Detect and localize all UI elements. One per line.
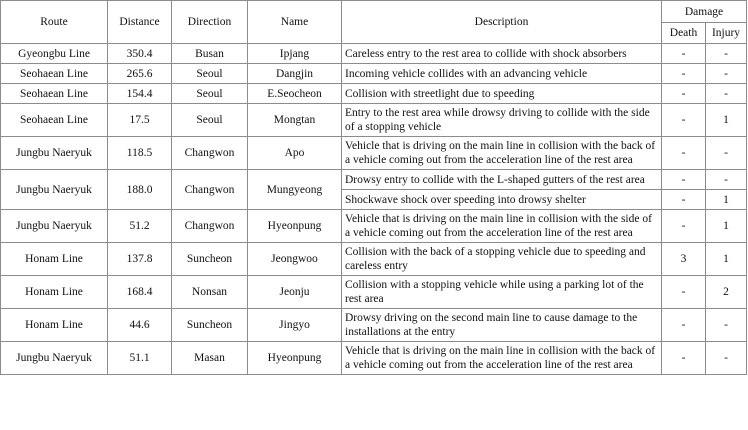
cell-direction: Seoul xyxy=(172,64,248,84)
cell-distance: 118.5 xyxy=(108,137,172,170)
cell-description: Drowsy driving on the second main line to cause damage to the installations at the entry xyxy=(342,309,662,342)
cell-route: Seohaean Line xyxy=(1,84,108,104)
cell-death: 3 xyxy=(662,243,706,276)
cell-injury: - xyxy=(706,84,747,104)
cell-distance: 350.4 xyxy=(108,44,172,64)
cell-route: Seohaean Line xyxy=(1,64,108,84)
cell-death: - xyxy=(662,104,706,137)
cell-description: Shockwave shock over speeding into drowsy shelter xyxy=(342,190,662,210)
cell-name: Dangjin xyxy=(248,64,342,84)
cell-name: Jeonju xyxy=(248,276,342,309)
header-damage: Damage xyxy=(662,1,747,23)
cell-name: Ipjang xyxy=(248,44,342,64)
cell-distance: 265.6 xyxy=(108,64,172,84)
cell-distance: 51.2 xyxy=(108,210,172,243)
cell-name: Jeongwoo xyxy=(248,243,342,276)
table-row xyxy=(1,170,747,190)
table-row xyxy=(1,276,747,309)
cell-direction: Suncheon xyxy=(172,309,248,342)
cell-distance: 137.8 xyxy=(108,243,172,276)
cell-injury: - xyxy=(706,137,747,170)
cell-description: Collision with streetlight due to speeding xyxy=(342,84,662,104)
cell-name: E.Seocheon xyxy=(248,84,342,104)
header-death: Death xyxy=(662,23,706,44)
cell-death: - xyxy=(662,84,706,104)
cell-name: Apo xyxy=(248,137,342,170)
cell-death: - xyxy=(662,190,706,210)
cell-route: Jungbu Naeryuk xyxy=(1,210,108,243)
cell-injury: - xyxy=(706,309,747,342)
cell-distance: 44.6 xyxy=(108,309,172,342)
cell-direction: Seoul xyxy=(172,104,248,137)
cell-death: - xyxy=(662,276,706,309)
cell-injury: - xyxy=(706,64,747,84)
cell-route: Honam Line xyxy=(1,276,108,309)
cell-route: Seohaean Line xyxy=(1,104,108,137)
cell-direction: Changwon xyxy=(172,137,248,170)
cell-direction: Masan xyxy=(172,342,248,375)
cell-injury: 1 xyxy=(706,243,747,276)
cell-direction: Changwon xyxy=(172,170,248,210)
cell-description: Vehicle that is driving on the main line in collision with the back of a vehicle coming out from the acceleration line of the rest area xyxy=(342,342,662,375)
cell-death: - xyxy=(662,210,706,243)
table-row xyxy=(1,44,747,64)
cell-description: Vehicle that is driving on the main line in collision with the back of a vehicle coming out from the acceleration line of the rest area xyxy=(342,137,662,170)
cell-name: Jingyo xyxy=(248,309,342,342)
cell-description: Entry to the rest area while drowsy driving to collide with the side of a stopping vehicle xyxy=(342,104,662,137)
cell-route: Gyeongbu Line xyxy=(1,44,108,64)
cell-death: - xyxy=(662,309,706,342)
cell-route: Honam Line xyxy=(1,243,108,276)
header-row xyxy=(1,1,747,23)
cell-injury: - xyxy=(706,44,747,64)
cell-name: Hyeonpung xyxy=(248,342,342,375)
cell-route: Jungbu Naeryuk xyxy=(1,170,108,210)
cell-name: Mongtan xyxy=(248,104,342,137)
table-row xyxy=(1,104,747,137)
cell-injury: 1 xyxy=(706,104,747,137)
cell-name: Mungyeong xyxy=(248,170,342,210)
cell-injury: 2 xyxy=(706,276,747,309)
cell-distance: 188.0 xyxy=(108,170,172,210)
cell-distance: 168.4 xyxy=(108,276,172,309)
cell-death: - xyxy=(662,64,706,84)
cell-description: Incoming vehicle collides with an advancing vehicle xyxy=(342,64,662,84)
header-distance: Distance xyxy=(108,1,172,44)
table-row xyxy=(1,342,747,375)
cell-route: Honam Line xyxy=(1,309,108,342)
table-row xyxy=(1,64,747,84)
cell-direction: Changwon xyxy=(172,210,248,243)
cell-direction: Nonsan xyxy=(172,276,248,309)
cell-distance: 51.1 xyxy=(108,342,172,375)
cell-death: - xyxy=(662,44,706,64)
header-description: Description xyxy=(342,1,662,44)
cell-death: - xyxy=(662,342,706,375)
cell-description: Collision with the back of a stopping vehicle due to speeding and careless entry xyxy=(342,243,662,276)
cell-injury: 1 xyxy=(706,210,747,243)
cell-distance: 17.5 xyxy=(108,104,172,137)
table-row xyxy=(1,243,747,276)
cell-description: Collision with a stopping vehicle while using a parking lot of the rest area xyxy=(342,276,662,309)
cell-direction: Busan xyxy=(172,44,248,64)
table-row xyxy=(1,84,747,104)
cell-description: Drowsy entry to collide with the L-shaped gutters of the rest area xyxy=(342,170,662,190)
cell-injury: - xyxy=(706,170,747,190)
cell-injury: - xyxy=(706,342,747,375)
table-row xyxy=(1,309,747,342)
cell-death: - xyxy=(662,137,706,170)
cell-name: Hyeonpung xyxy=(248,210,342,243)
table-row xyxy=(1,210,747,243)
cell-description: Vehicle that is driving on the main line in collision with the side of a vehicle coming out from the acceleration line of the rest area xyxy=(342,210,662,243)
cell-injury: 1 xyxy=(706,190,747,210)
cell-distance: 154.4 xyxy=(108,84,172,104)
cell-death: - xyxy=(662,170,706,190)
cell-direction: Suncheon xyxy=(172,243,248,276)
cell-description: Careless entry to the rest area to collide with shock absorbers xyxy=(342,44,662,64)
header-route: Route xyxy=(1,1,108,44)
cell-route: Jungbu Naeryuk xyxy=(1,137,108,170)
header-injury: Injury xyxy=(706,23,747,44)
cell-route: Jungbu Naeryuk xyxy=(1,342,108,375)
table-row xyxy=(1,137,747,170)
header-name: Name xyxy=(248,1,342,44)
cell-direction: Seoul xyxy=(172,84,248,104)
header-direction: Direction xyxy=(172,1,248,44)
